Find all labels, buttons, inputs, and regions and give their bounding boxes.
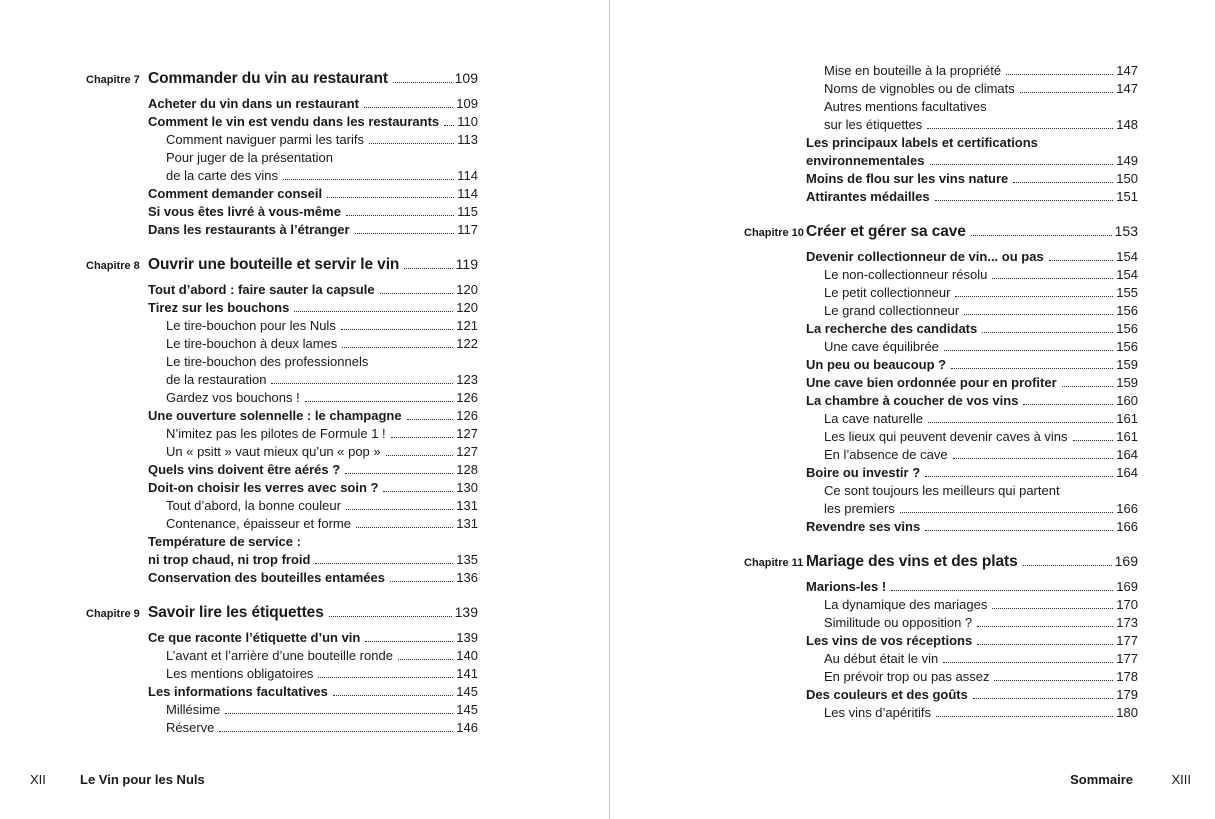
toc-entry-text: Une ouverture solennelle : le champagne bbox=[148, 408, 402, 423]
toc-entry-text: Ce sont toujours les meilleurs qui partent bbox=[824, 483, 1060, 498]
dot-leader bbox=[391, 437, 454, 438]
toc-entry bbox=[166, 719, 478, 737]
toc-entry-text: Millésime bbox=[166, 702, 221, 717]
toc-entry bbox=[166, 353, 478, 371]
chapter-number-label: Chapitre 9 bbox=[86, 608, 140, 620]
dot-leader bbox=[345, 473, 453, 474]
toc-entry bbox=[166, 515, 478, 533]
dot-leader bbox=[928, 422, 1113, 423]
toc-entry bbox=[824, 500, 1138, 518]
toc-entry bbox=[148, 407, 478, 425]
toc-entry bbox=[806, 320, 1138, 338]
dot-leader bbox=[1013, 182, 1113, 183]
toc-entry-text: Le petit collectionneur bbox=[824, 285, 951, 300]
toc-entry-text: Comment demander conseil bbox=[148, 186, 323, 201]
toc-entry bbox=[148, 551, 478, 569]
toc-entry bbox=[824, 446, 1138, 464]
left-running-footer-book-title: Le Vin pour les Nuls bbox=[80, 772, 205, 787]
toc-entry-page-number: 164 bbox=[1116, 447, 1138, 462]
dot-leader bbox=[380, 293, 454, 294]
toc-entry bbox=[824, 704, 1138, 722]
toc-entry-page-number: 122 bbox=[456, 336, 478, 351]
toc-entry bbox=[824, 98, 1138, 116]
dot-leader bbox=[994, 680, 1113, 681]
toc-entry-text: Revendre ses vins bbox=[806, 519, 921, 534]
toc-entry-text: Dans les restaurants à l’étranger bbox=[148, 222, 350, 237]
toc-entry-text: Pour juger de la présentation bbox=[166, 150, 333, 165]
toc-entry-page-number: 180 bbox=[1116, 705, 1138, 720]
chapter-heading bbox=[86, 256, 478, 274]
toc-entry bbox=[806, 686, 1138, 704]
toc-entry-page-number: 147 bbox=[1116, 63, 1138, 78]
toc-entry bbox=[166, 317, 478, 335]
toc-entry-text: Les vins de vos réceptions bbox=[806, 633, 973, 648]
toc-entry-page-number: 141 bbox=[456, 666, 478, 681]
toc-entry-text: Les vins d’apéritifs bbox=[824, 705, 931, 720]
toc-entry bbox=[166, 665, 478, 683]
dot-leader bbox=[951, 368, 1113, 369]
toc-entry bbox=[166, 443, 478, 461]
toc-entry bbox=[806, 134, 1138, 152]
toc-entry-page-number: 154 bbox=[1116, 267, 1138, 282]
toc-entry bbox=[824, 428, 1138, 446]
dot-leader bbox=[315, 563, 453, 564]
toc-entry-page-number: 155 bbox=[1116, 285, 1138, 300]
toc-entry-text: Quels vins doivent être aérés ? bbox=[148, 462, 341, 477]
dot-leader bbox=[1020, 92, 1114, 93]
toc-entry-text: Gardez vos bouchons ! bbox=[166, 390, 300, 405]
dot-leader bbox=[318, 677, 453, 678]
chapter-page-number: 139 bbox=[454, 604, 478, 620]
toc-entry bbox=[824, 410, 1138, 428]
toc-entry-text: Similitude ou opposition ? bbox=[824, 615, 973, 630]
toc-entry-text: Autres mentions facultatives bbox=[824, 99, 987, 114]
dot-leader bbox=[1023, 565, 1112, 566]
toc-entry-page-number: 159 bbox=[1116, 357, 1138, 372]
dot-leader bbox=[404, 268, 452, 269]
toc-entry-text: Mise en bouteille à la propriété bbox=[824, 63, 1002, 78]
page-gutter-divider bbox=[609, 0, 610, 819]
toc-entry-page-number: 130 bbox=[456, 480, 478, 495]
toc-entry-text: Le tire-bouchon à deux lames bbox=[166, 336, 338, 351]
dot-leader bbox=[294, 311, 453, 312]
dot-leader bbox=[891, 590, 1113, 591]
toc-column-left bbox=[86, 0, 478, 737]
toc-entry-page-number: 121 bbox=[456, 318, 478, 333]
dot-leader bbox=[925, 476, 1113, 477]
toc-entry-page-number: 109 bbox=[456, 96, 478, 111]
chapter-page-number: 169 bbox=[1114, 553, 1138, 569]
dot-leader bbox=[953, 458, 1114, 459]
toc-entry-text: Contenance, épaisseur et forme bbox=[166, 516, 351, 531]
toc-entry-page-number: 166 bbox=[1116, 501, 1138, 516]
toc-entry-page-number: 128 bbox=[456, 462, 478, 477]
dot-leader bbox=[971, 235, 1112, 236]
toc-entry bbox=[166, 371, 478, 389]
dot-leader bbox=[444, 125, 454, 126]
toc-entry-text: sur les étiquettes bbox=[824, 117, 923, 132]
dot-leader bbox=[283, 179, 454, 180]
toc-entry-page-number: 159 bbox=[1116, 375, 1138, 390]
toc-entry-text: N’imitez pas les pilotes de Formule 1 ! bbox=[166, 426, 386, 441]
toc-entry-page-number: 126 bbox=[456, 390, 478, 405]
dot-leader bbox=[346, 509, 453, 510]
toc-entry-page-number: 120 bbox=[456, 282, 478, 297]
toc-entry-text: Si vous êtes livré à vous-même bbox=[148, 204, 341, 219]
toc-entry bbox=[806, 392, 1138, 410]
toc-entry bbox=[806, 374, 1138, 392]
chapter-heading bbox=[86, 604, 478, 622]
toc-entry-text: La chambre à coucher de vos vins bbox=[806, 393, 1019, 408]
toc-entry-page-number: 179 bbox=[1116, 687, 1138, 702]
dot-leader bbox=[365, 641, 453, 642]
toc-entry bbox=[166, 335, 478, 353]
toc-entry-text: Tirez sur les bouchons bbox=[148, 300, 290, 315]
toc-entry-page-number: 149 bbox=[1116, 153, 1138, 168]
toc-entry bbox=[806, 632, 1138, 650]
dot-leader bbox=[992, 608, 1113, 609]
toc-entry-text: Une cave équilibrée bbox=[824, 339, 939, 354]
toc-entry bbox=[806, 578, 1138, 596]
dot-leader bbox=[393, 82, 452, 83]
toc-entry-page-number: 166 bbox=[1116, 519, 1138, 534]
toc-entry-page-number: 178 bbox=[1116, 669, 1138, 684]
dot-leader bbox=[1006, 74, 1113, 75]
chapter-number-label: Chapitre 8 bbox=[86, 260, 140, 272]
toc-entry-text: Devenir collectionneur de vin... ou pas bbox=[806, 249, 1044, 264]
toc-entry-text: Ce que raconte l’étiquette d’un vin bbox=[148, 630, 361, 645]
chapter-heading bbox=[744, 223, 1138, 241]
toc-entry bbox=[166, 701, 478, 719]
toc-entry-page-number: 177 bbox=[1116, 651, 1138, 666]
dot-leader bbox=[900, 512, 1114, 513]
dot-leader bbox=[225, 713, 453, 714]
toc-entry bbox=[148, 185, 478, 203]
chapter-title: Ouvrir une bouteille et servir le vin bbox=[148, 256, 400, 273]
chapter-page-number: 119 bbox=[455, 256, 478, 272]
dot-leader bbox=[936, 716, 1113, 717]
toc-entry-text: En l’absence de cave bbox=[824, 447, 948, 462]
dot-leader bbox=[964, 314, 1113, 315]
dot-leader bbox=[1073, 440, 1114, 441]
toc-entry-page-number: 145 bbox=[456, 684, 478, 699]
toc-entry bbox=[148, 629, 478, 647]
toc-entry-page-number: 126 bbox=[456, 408, 478, 423]
toc-entry-text: environnementales bbox=[806, 153, 925, 168]
chapter-title: Commander du vin au restaurant bbox=[148, 70, 388, 87]
toc-entry bbox=[824, 266, 1138, 284]
toc-entry-text: Réserve bbox=[166, 720, 215, 735]
toc-entry bbox=[806, 170, 1138, 188]
toc-entry bbox=[148, 461, 478, 479]
toc-entry-page-number: 123 bbox=[456, 372, 478, 387]
dot-leader bbox=[329, 616, 452, 617]
toc-entry-text: Les informations facultatives bbox=[148, 684, 328, 699]
toc-entry-page-number: 156 bbox=[1116, 339, 1138, 354]
dot-leader bbox=[977, 644, 1113, 645]
toc-entry-page-number: 160 bbox=[1116, 393, 1138, 408]
dot-leader bbox=[305, 401, 454, 402]
dot-leader bbox=[341, 329, 453, 330]
dot-leader bbox=[1062, 386, 1114, 387]
toc-entry-text: Les lieux qui peuvent devenir caves à vins bbox=[824, 429, 1068, 444]
toc-entry bbox=[148, 203, 478, 221]
dot-leader bbox=[333, 695, 453, 696]
toc-entry-text: de la restauration bbox=[166, 372, 267, 387]
chapter-number-label: Chapitre 11 bbox=[744, 557, 804, 569]
toc-entry bbox=[824, 596, 1138, 614]
toc-entry-text: Acheter du vin dans un restaurant bbox=[148, 96, 359, 111]
dot-leader bbox=[1023, 404, 1113, 405]
toc-entry bbox=[824, 650, 1138, 668]
toc-entry bbox=[806, 356, 1138, 374]
toc-entry bbox=[148, 95, 478, 113]
chapter-page-number: 153 bbox=[1114, 223, 1138, 239]
dot-leader bbox=[935, 200, 1114, 201]
dot-leader bbox=[977, 626, 1113, 627]
toc-entry-text: Le tire-bouchon des professionnels bbox=[166, 354, 369, 369]
toc-entry bbox=[824, 482, 1138, 500]
toc-entry-text: Comment naviguer parmi les tarifs bbox=[166, 132, 364, 147]
dot-leader bbox=[992, 278, 1113, 279]
toc-entry bbox=[166, 647, 478, 665]
toc-entry-page-number: 147 bbox=[1116, 81, 1138, 96]
toc-entry-page-number: 156 bbox=[1116, 321, 1138, 336]
toc-entry bbox=[148, 479, 478, 497]
dot-leader bbox=[407, 419, 454, 420]
toc-entry bbox=[824, 62, 1138, 80]
dot-leader bbox=[386, 455, 454, 456]
toc-entry-text: Tout d’abord : faire sauter la capsule bbox=[148, 282, 375, 297]
toc-entry bbox=[824, 80, 1138, 98]
right-running-footer-section-title: Sommaire bbox=[1070, 772, 1133, 787]
toc-entry bbox=[166, 389, 478, 407]
toc-entry-page-number: 135 bbox=[456, 552, 478, 567]
chapter-number-label: Chapitre 7 bbox=[86, 74, 140, 86]
toc-entry bbox=[166, 425, 478, 443]
toc-entry bbox=[824, 284, 1138, 302]
toc-entry-page-number: 127 bbox=[456, 426, 478, 441]
dot-leader bbox=[383, 491, 453, 492]
toc-entry-text: Boire ou investir ? bbox=[806, 465, 921, 480]
toc-entry-page-number: 169 bbox=[1116, 579, 1138, 594]
toc-entry-page-number: 161 bbox=[1116, 429, 1138, 444]
toc-entry-page-number: 117 bbox=[457, 222, 478, 237]
toc-entry-text: Un peu ou beaucoup ? bbox=[806, 357, 947, 372]
toc-entry-text: Noms de vignobles ou de climats bbox=[824, 81, 1015, 96]
dot-leader bbox=[982, 332, 1113, 333]
dot-leader bbox=[346, 215, 454, 216]
toc-entry-text: Comment le vin est vendu dans les restaurants bbox=[148, 114, 440, 129]
toc-entry-text: Les principaux labels et certifications bbox=[806, 135, 1038, 150]
toc-entry-page-number: 145 bbox=[456, 702, 478, 717]
toc-entry-text: Une cave bien ordonnée pour en profiter bbox=[806, 375, 1057, 390]
toc-entry-page-number: 164 bbox=[1116, 465, 1138, 480]
toc-entry-text: La dynamique des mariages bbox=[824, 597, 988, 612]
chapter-heading bbox=[86, 70, 478, 88]
dot-leader bbox=[390, 581, 453, 582]
dot-leader bbox=[930, 164, 1114, 165]
toc-entry-text: les premiers bbox=[824, 501, 895, 516]
toc-entry-text: Température de service : bbox=[148, 534, 301, 549]
toc-entry bbox=[148, 113, 478, 131]
dot-leader bbox=[973, 698, 1113, 699]
toc-entry-text: Le tire-bouchon pour les Nuls bbox=[166, 318, 336, 333]
toc-entry bbox=[806, 248, 1138, 266]
toc-entry-page-number: 110 bbox=[457, 114, 478, 129]
toc-entry-page-number: 115 bbox=[457, 204, 478, 219]
toc-entry-text: Un « psitt » vaut mieux qu’un « pop » bbox=[166, 444, 381, 459]
toc-entry-page-number: 140 bbox=[456, 648, 478, 663]
toc-entry-page-number: 114 bbox=[457, 168, 478, 183]
toc-entry-text: Conservation des bouteilles entamées bbox=[148, 570, 385, 585]
left-page-folio: XII bbox=[30, 772, 46, 787]
toc-entry bbox=[806, 152, 1138, 170]
chapter-title: Mariage des vins et des plats bbox=[806, 553, 1018, 570]
toc-entry bbox=[824, 116, 1138, 134]
toc-entry-text: Le grand collectionneur bbox=[824, 303, 960, 318]
toc-entry-text: La recherche des candidats bbox=[806, 321, 978, 336]
toc-entry bbox=[806, 518, 1138, 536]
dot-leader bbox=[364, 107, 453, 108]
toc-entry-text: En prévoir trop ou pas assez bbox=[824, 669, 990, 684]
dot-leader bbox=[355, 233, 455, 234]
dot-leader bbox=[927, 128, 1113, 129]
dot-leader bbox=[943, 662, 1113, 663]
toc-entry bbox=[806, 188, 1138, 206]
toc-entry-page-number: 131 bbox=[456, 516, 478, 531]
dot-leader bbox=[342, 347, 453, 348]
toc-entry bbox=[824, 614, 1138, 632]
toc-entry-page-number: 127 bbox=[456, 444, 478, 459]
chapter-title: Savoir lire les étiquettes bbox=[148, 604, 324, 621]
toc-entry-page-number: 177 bbox=[1116, 633, 1138, 648]
toc-entry bbox=[148, 683, 478, 701]
toc-entry-page-number: 170 bbox=[1116, 597, 1138, 612]
toc-entry-page-number: 136 bbox=[456, 570, 478, 585]
dot-leader bbox=[327, 197, 454, 198]
toc-entry-text: La cave naturelle bbox=[824, 411, 924, 426]
toc-page-left bbox=[86, 0, 478, 819]
toc-entry bbox=[148, 569, 478, 587]
toc-entry-page-number: 161 bbox=[1116, 411, 1138, 426]
dot-leader bbox=[925, 530, 1113, 531]
toc-entry-page-number: 139 bbox=[456, 630, 478, 645]
toc-entry-page-number: 114 bbox=[457, 186, 478, 201]
toc-entry-text: Au début était le vin bbox=[824, 651, 939, 666]
toc-entry-page-number: 151 bbox=[1116, 189, 1138, 204]
chapter-title: Créer et gérer sa cave bbox=[806, 223, 966, 240]
toc-entry-page-number: 113 bbox=[457, 132, 478, 147]
toc-entry-text: de la carte des vins bbox=[166, 168, 279, 183]
toc-entry-text: Des couleurs et des goûts bbox=[806, 687, 968, 702]
toc-entry-page-number: 156 bbox=[1116, 303, 1138, 318]
dot-leader bbox=[271, 383, 453, 384]
toc-entry bbox=[166, 149, 478, 167]
toc-entry-page-number: 120 bbox=[456, 300, 478, 315]
dot-leader bbox=[369, 143, 454, 144]
toc-entry bbox=[824, 338, 1138, 356]
toc-entry-page-number: 148 bbox=[1116, 117, 1138, 132]
dot-leader bbox=[1049, 260, 1114, 261]
dot-leader bbox=[356, 527, 453, 528]
toc-entry-text: Attirantes médailles bbox=[806, 189, 930, 204]
toc-entry-text: Les mentions obligatoires bbox=[166, 666, 314, 681]
toc-entry bbox=[148, 533, 478, 551]
toc-entry bbox=[148, 281, 478, 299]
toc-entry bbox=[806, 464, 1138, 482]
toc-entry-page-number: 154 bbox=[1116, 249, 1138, 264]
toc-entry-text: Le non-collectionneur résolu bbox=[824, 267, 988, 282]
toc-entry bbox=[166, 167, 478, 185]
toc-entry-page-number: 131 bbox=[456, 498, 478, 513]
toc-entry bbox=[166, 497, 478, 515]
toc-entry-text: L’avant et l’arrière d’une bouteille ronde bbox=[166, 648, 393, 663]
dot-leader bbox=[398, 659, 453, 660]
toc-entry-text: Moins de flou sur les vins nature bbox=[806, 171, 1009, 186]
toc-entry bbox=[148, 221, 478, 239]
dot-leader bbox=[219, 731, 453, 732]
toc-entry-text: Marions-les ! bbox=[806, 579, 887, 594]
toc-entry-page-number: 150 bbox=[1116, 171, 1138, 186]
toc-entry bbox=[824, 302, 1138, 320]
chapter-number-label: Chapitre 10 bbox=[744, 227, 804, 239]
toc-column-right bbox=[744, 0, 1138, 722]
dot-leader bbox=[944, 350, 1113, 351]
toc-entry bbox=[148, 299, 478, 317]
right-page-folio: XIII bbox=[1171, 772, 1191, 787]
toc-entry bbox=[824, 668, 1138, 686]
toc-entry-text: Doit-on choisir les verres avec soin ? bbox=[148, 480, 379, 495]
toc-entry-text: Tout d’abord, la bonne couleur bbox=[166, 498, 341, 513]
toc-entry-page-number: 173 bbox=[1116, 615, 1138, 630]
chapter-heading bbox=[744, 553, 1138, 571]
toc-page-right bbox=[744, 0, 1138, 819]
toc-entry-page-number: 146 bbox=[456, 720, 478, 735]
dot-leader bbox=[955, 296, 1113, 297]
toc-entry bbox=[166, 131, 478, 149]
chapter-page-number: 109 bbox=[454, 70, 478, 86]
toc-entry-text: ni trop chaud, ni trop froid bbox=[148, 552, 311, 567]
